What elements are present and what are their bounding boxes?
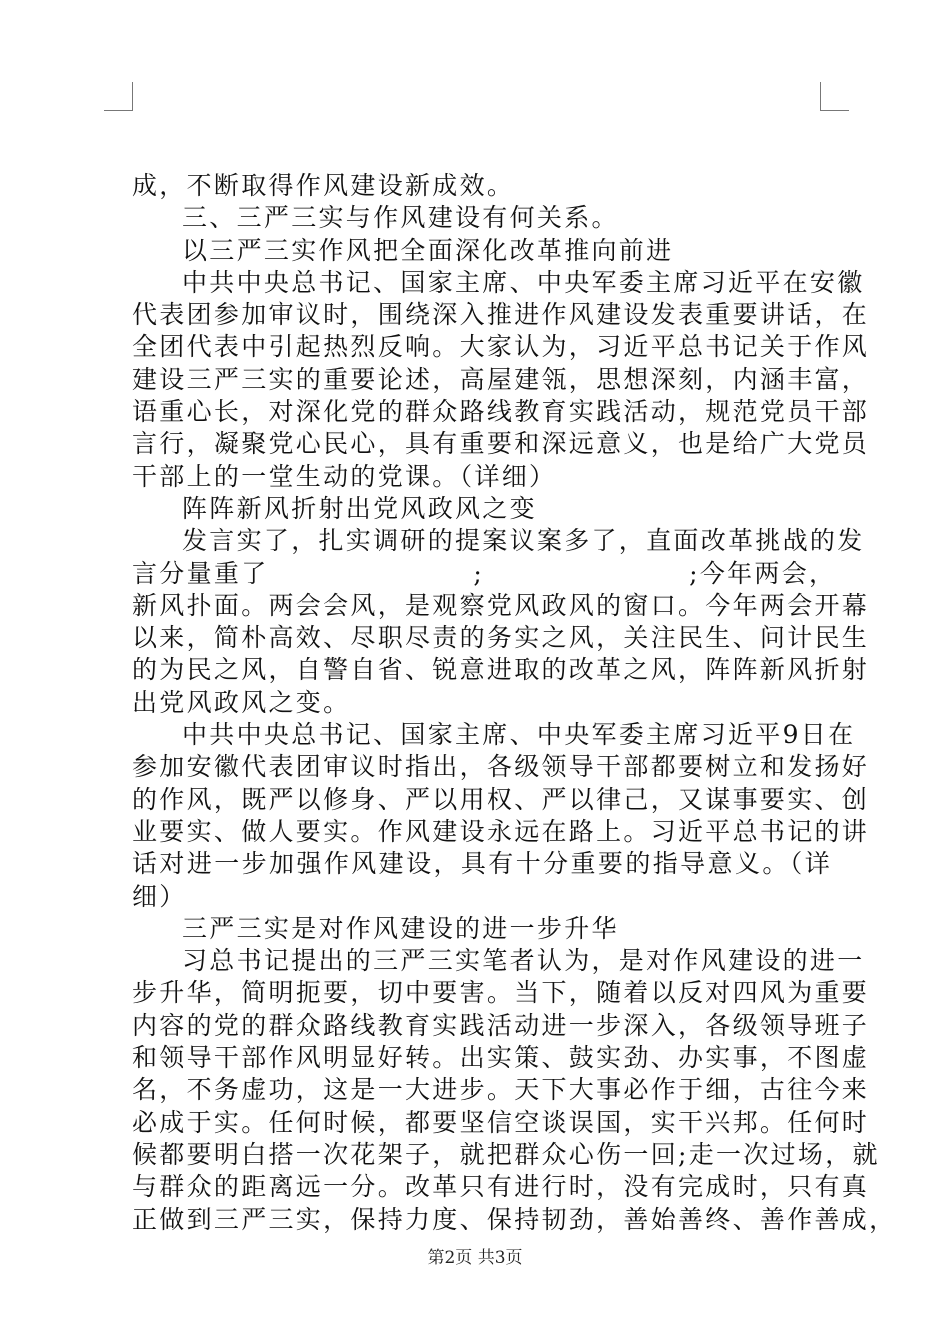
crop-mark-top-right bbox=[820, 82, 849, 111]
text-line: 发言实了，扎实调研的提案议案多了，直面改革挑战的发 bbox=[182, 526, 865, 556]
text-line: 语重心长，对深化党的群众路线教育实践活动，规范党员干部 bbox=[132, 397, 870, 427]
text-line: 言行，凝聚党心民心，具有重要和深远意义，也是给广大党员 bbox=[132, 429, 870, 459]
document-body bbox=[132, 170, 897, 1236]
text-line: 的作风，既严以修身、严以用权、严以律己，又谋事要实、创 bbox=[132, 784, 870, 814]
text-line: 候都要明白搭一次花架子，就把群众心伤一回;走一次过场，就 bbox=[132, 1139, 880, 1169]
text-line: 步升华，简明扼要，切中要害。当下，随着以反对四风为重要 bbox=[132, 978, 870, 1008]
text-line: 出党风政风之变。 bbox=[132, 687, 351, 717]
text-line: 成，不断取得作风建设新成效。 bbox=[132, 171, 515, 200]
text-line: 和领导干部作风明显好转。出实策、鼓实劲、办实事，不图虚 bbox=[132, 1043, 870, 1073]
crop-mark-top-left bbox=[104, 82, 133, 111]
text-line: 代表团参加审议时，围绕深入推进作风建设发表重要讲话，在 bbox=[132, 300, 870, 330]
text-line: 名，不务虚功，这是一大进步。天下大事必作于细，古往今来 bbox=[132, 1075, 870, 1105]
page-footer: 第2页 共3页 bbox=[427, 1248, 523, 1268]
text-line: 三、三严三实与作风建设有何关系。 bbox=[182, 203, 619, 233]
text-line: 业要实、做人要实。作风建设永远在路上。习近平总书记的讲 bbox=[132, 816, 870, 846]
text-line: 新风扑面。两会会风，是观察党风政风的窗口。今年两会开幕 bbox=[132, 590, 870, 620]
text-line: 阵阵新风折射出党风政风之变 bbox=[182, 493, 537, 523]
text-line: 话对进一步加强作风建设，具有十分重要的指导意义。（详 bbox=[132, 849, 832, 879]
text-line: 以三严三实作风把全面深化改革推向前进 bbox=[182, 235, 674, 265]
text-line: 言分量重了 ; ;今年两会， bbox=[132, 558, 837, 588]
text-line: 以来，简朴高效、尽职尽责的务实之风，关注民生、问计民生 bbox=[132, 623, 870, 653]
text-line: 中共中央总书记、国家主席、中央军委主席习近平9日在 bbox=[182, 720, 856, 750]
text-line: 与群众的距离远一分。改革只有进行时，没有完成时，只有真 bbox=[132, 1172, 870, 1202]
text-line: 建设三严三实的重要论述，高屋建瓴，思想深刻，内涵丰富， bbox=[132, 364, 870, 394]
text-line: 内容的党的群众路线教育实践活动进一步深入，各级领导班子 bbox=[132, 1010, 870, 1040]
text-line: 干部上的一堂生动的党课。（详细） bbox=[132, 461, 557, 491]
text-line: 习总书记提出的三严三实笔者认为，是对作风建设的进一 bbox=[182, 946, 865, 976]
text-line: 必成于实。任何时候，都要坚信空谈误国，实干兴邦。任何时 bbox=[132, 1107, 870, 1137]
text-line: 中共中央总书记、国家主席、中央军委主席习近平在安徽 bbox=[182, 267, 865, 297]
text-line: 细） bbox=[132, 881, 187, 911]
text-line: 三严三实是对作风建设的进一步升华 bbox=[182, 913, 619, 943]
text-line: 参加安徽代表团审议时指出，各级领导干部都要树立和发扬好 bbox=[132, 752, 870, 782]
text-line: 正做到三严三实，保持力度、保持韧劲，善始善终、善作善成， bbox=[132, 1204, 897, 1234]
text-line: 全团代表中引起热烈反响。大家认为，习近平总书记关于作风 bbox=[132, 332, 870, 362]
text-line: 的为民之风，自警自省、锐意进取的改革之风，阵阵新风折射 bbox=[132, 655, 870, 685]
